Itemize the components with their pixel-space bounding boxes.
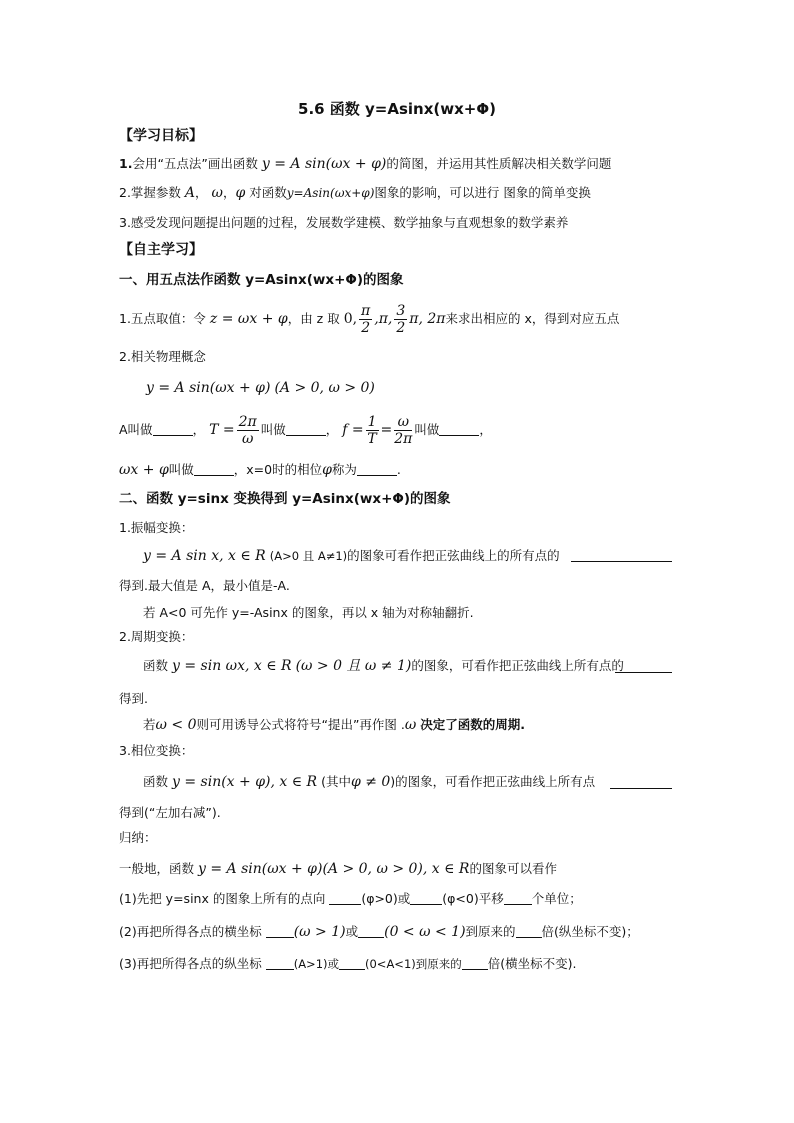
step2-ratio-blank[interactable] [516, 924, 542, 938]
period-line: 函数 y = sin ωx, x ∈ R (ω > 0 且 ω ≠ 1)的图象，可看作把正弦曲线上所有点的 [143, 658, 624, 674]
amplitude-line: y = A sin x, x ∈ R (A>0 且 A≠1)的图象可看作把正弦曲线上的所有点的 [143, 548, 560, 564]
phase-shift-line: 函数 y = sin(x + φ), x ∈ R (其中φ ≠ 0)的图象，可看作把正弦曲线上所有点 [143, 774, 596, 790]
part2-heading: 二、函数 y=sinx 变换得到 y=Asinx(wx+Φ)的图象 [119, 491, 451, 507]
frequency-blank[interactable] [439, 422, 479, 436]
goals-header: 【学习目标】 [119, 128, 203, 144]
period-transform-blank[interactable] [615, 659, 672, 673]
physics-concepts-title: 2.相关物理概念 [119, 349, 206, 364]
self-study-header: 【自主学习】 [119, 242, 203, 258]
goal-1-formula: y = A sin(ωx + φ) [261, 156, 387, 172]
step-1: (1)先把 y=sinx 的图象上所有的点向 (φ>0)或 (φ<0)平移 个单位； [119, 891, 582, 906]
goal-2: 2.掌握参数 A， ω，φ 对函数y=Asin(ωx+φ)图象的影响，可以进行 图象的简单变换 [119, 185, 591, 201]
step3-blank-a[interactable] [266, 956, 294, 970]
period-blank[interactable] [286, 422, 326, 436]
amplitude-line-2: 得到.最大值是 A，最小值是-A. [119, 578, 290, 593]
step3-blank-b[interactable] [339, 956, 365, 970]
step1-units-blank[interactable] [504, 891, 532, 905]
fraction-3-over-2: $\frac{3}{2}$ [396, 303, 406, 336]
step-2: (2)再把所得各点的横坐标 (ω > 1)或 (0 < ω < 1)到原来的 倍(纵坐标不变)； [119, 924, 639, 940]
amplitude-transform-blank[interactable] [571, 548, 672, 562]
amplitude-blank[interactable] [153, 422, 193, 436]
step2-blank-a[interactable] [266, 924, 294, 938]
phase-transform-blank[interactable] [610, 775, 672, 789]
physics-formula: y = A sin(ωx + φ) (A > 0, ω > 0) [146, 380, 375, 396]
step-3: (3)再把所得各点的纵坐标 (A>1)或 (0<A<1)到原来的 倍(横坐标不变). [119, 956, 577, 971]
page-title: 5.6 函数 y=Asinx(wx+Φ) [298, 100, 496, 118]
amplitude-note: 若 A<0 可先作 y=-Asinx 的图象，再以 x 轴为对称轴翻折. [143, 605, 474, 620]
phase-line: ωx + φ叫做 ，x=0时的相位φ称为 . [119, 462, 401, 478]
part1-heading: 一、用五点法作函数 y=Asinx(wx+Φ)的图象 [119, 272, 404, 288]
amplitude-period-frequency-line: A叫做 ， T = $\frac{2\pi}{\omega}$ 叫做 ， f = $\frac{1}{T}$ = $\frac{\omega}{2\pi}$ 叫做 ， [119, 414, 492, 447]
period-note: 若ω < 0则可用诱导公式将符号“提出”再作图 .ω 决定了函数的周期. [143, 717, 526, 733]
general-line: 一般地，函数 y = A sin(ωx + φ)(A > 0, ω > 0), x ∈ R的图象可以看作 [119, 861, 557, 877]
period-title: 2.周期变换： [119, 629, 194, 644]
five-point-line: 1.五点取值：令 z = ωx + φ，由 z 取 0, $\frac{\pi}{2}$ ,π, $\frac{3}{2}$ π, 2π来求出相应的 x，得到对应五点 [119, 303, 620, 336]
goal-3: 3.感受发现问题提出问题的过程，发展数学建模、数学抽象与直观想象的数学素养 [119, 215, 569, 230]
initial-phase-blank[interactable] [357, 462, 397, 476]
period-line-2: 得到. [119, 691, 148, 706]
amplitude-title: 1.振幅变换： [119, 520, 194, 535]
phase-shift-title: 3.相位变换： [119, 743, 194, 758]
step2-blank-b[interactable] [358, 924, 384, 938]
step3-ratio-blank[interactable] [462, 956, 488, 970]
summary-label: 归纳： [119, 830, 157, 845]
phase-shift-line-2: 得到(“左加右减”). [119, 805, 221, 820]
goal-1: 1.会用“五点法”画出函数 y = A sin(ωx + φ)的简图，并运用其性质解决相关数学问题 [119, 156, 612, 172]
fraction-pi-over-2: $\frac{\pi}{2}$ [361, 303, 371, 336]
step1-direction-blank-b[interactable] [410, 891, 442, 905]
step1-direction-blank-a[interactable] [329, 891, 361, 905]
phase-blank[interactable] [194, 462, 234, 476]
